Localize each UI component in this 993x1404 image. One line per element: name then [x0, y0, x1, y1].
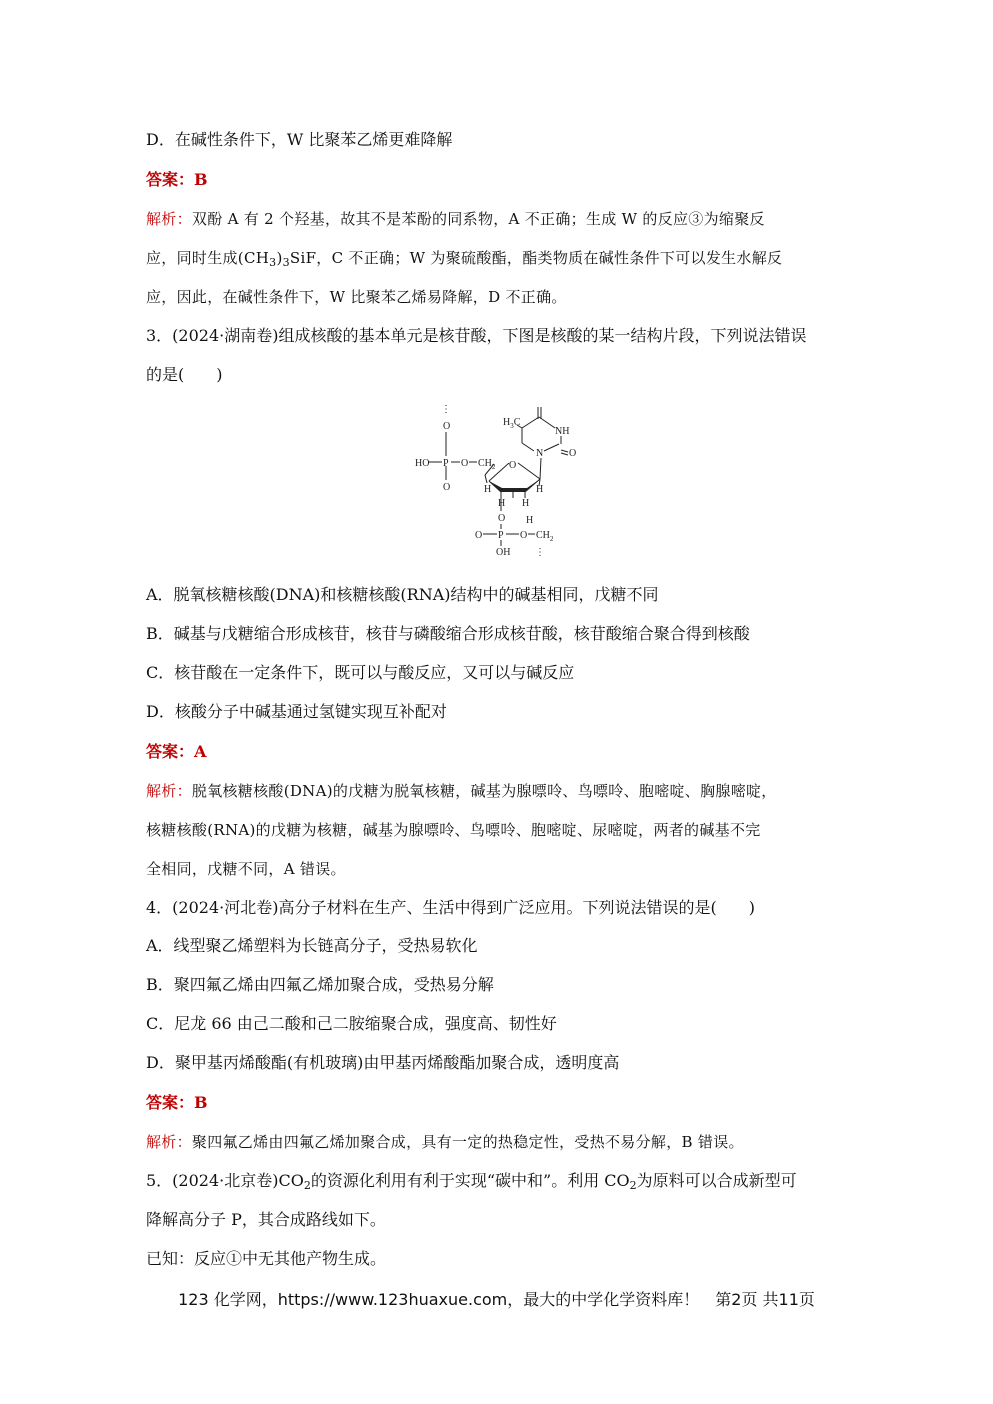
- atom-h: H: [526, 515, 534, 526]
- atom-h: H: [522, 498, 530, 509]
- q3-option-b: B．碱基与戊糖缩合形成核苷，核苷与磷酸缩合形成核苷酸，核苷酸缩合聚合得到核酸: [146, 624, 750, 643]
- explanation-prev-line1: [146, 209, 765, 229]
- q4-answer: [146, 1093, 208, 1113]
- q3-explanation-line1: [146, 781, 777, 801]
- subscript: 3: [282, 256, 290, 269]
- subscript: 2: [303, 1179, 311, 1192]
- answer-value: A: [194, 742, 207, 761]
- ring-oxygen: O: [509, 460, 517, 471]
- atom-ch2: $CH_2$: [478, 458, 496, 471]
- q5-known: 已知：反应①中无其他产物生成。: [146, 1249, 387, 1268]
- stem-text: 5．(2024·北京卷)CO: [146, 1171, 304, 1190]
- atom-h: H: [484, 484, 492, 495]
- q4-option-b: B．聚四氟乙烯由四氟乙烯加聚合成，受热易分解: [146, 975, 494, 994]
- q3-option-a: A．脱氧核糖核酸(DNA)和核糖核酸(RNA)结构中的碱基相同，戊糖不同: [146, 585, 659, 604]
- explanation-text: 双酚 A 有 2 个羟基，故其不是苯酚的同系物，A 不正确；生成 W 的反应③为缩聚反: [191, 210, 765, 228]
- atom-o-carbonyl: O: [569, 448, 577, 459]
- subscript: 2: [629, 1179, 637, 1192]
- q5-stem-line1: [146, 1171, 797, 1191]
- atom-o: O: [520, 530, 528, 541]
- nucleotide-structure-diagram: [405, 395, 595, 565]
- atom-o: O: [461, 458, 469, 469]
- answer-value: B: [194, 1093, 208, 1112]
- atom-p: P: [498, 530, 504, 541]
- atom-ho: HO: [415, 458, 430, 469]
- q3-explanation-line2: 核糖核酸(RNA)的戊糖为核糖，碱基为腺嘌呤、鸟嘌呤、胞嘧啶、尿嘧啶，两者的碱基不完: [146, 821, 761, 839]
- atom-n: N: [536, 448, 544, 459]
- atom-h3c: $H_3C$: [503, 417, 521, 430]
- answer-label: 答案：: [146, 170, 195, 189]
- answer-label: 答案：: [146, 742, 195, 761]
- explanation-text: ): [276, 249, 283, 267]
- explanation-text: 脱氧核糖核酸(DNA)的戊糖为脱氧核糖，碱基为腺嘌呤、鸟嘌呤、胞嘧啶、胸腺嘧啶，: [191, 782, 777, 800]
- q3-explanation-line3: 全相同，戊糖不同，A 错误。: [146, 860, 346, 878]
- atom-oh: OH: [496, 547, 511, 558]
- answer-label: 答案：: [146, 1093, 195, 1112]
- dots-top: ⋮: [441, 404, 451, 415]
- stem-text: 的资源化利用有利于实现“碳中和”。利用 CO: [310, 1171, 630, 1190]
- atom-ch2: $CH_2$: [536, 530, 554, 543]
- q4-option-d: D．聚甲基丙烯酸酯(有机玻璃)由甲基丙烯酸酯加聚合成，透明度高: [146, 1053, 620, 1072]
- atom-h: H: [536, 484, 544, 495]
- explanation-label: 解析：: [146, 210, 192, 228]
- atom-nh: NH: [555, 426, 570, 437]
- option-d-prev: D．在碱性条件下，W 比聚苯乙烯更难降解: [146, 130, 453, 149]
- q4-option-a: A．线型聚乙烯塑料为长链高分子，受热易软化: [146, 936, 478, 955]
- explanation-label: 解析：: [146, 1133, 192, 1151]
- dots-bottom: ⋮: [535, 547, 545, 558]
- atom-o: O: [443, 482, 451, 493]
- subscript: 3: [269, 256, 277, 269]
- q4-option-c: C．尼龙 66 由己二酸和己二胺缩聚合成，强度高、韧性好: [146, 1014, 557, 1033]
- q4-explanation: [146, 1132, 744, 1152]
- q3-stem-line2: 的是( ): [146, 365, 223, 384]
- answer-value: B: [194, 170, 208, 189]
- answer-prev: [146, 170, 208, 190]
- q5-stem-line2: 降解高分子 P，其合成路线如下。: [146, 1210, 386, 1229]
- explanation-prev-line2: [146, 248, 782, 268]
- q4-stem: 4．(2024·河北卷)高分子材料在生产、生活中得到广泛应用。下列说法错误的是( ): [146, 898, 755, 917]
- explanation-prev-line3: 应，因此，在碱性条件下，W 比聚苯乙烯易降解，D 不正确。: [146, 288, 567, 306]
- q3-stem-line1: 3．(2024·湖南卷)组成核酸的基本单元是核苷酸，下图是核酸的某一结构片段，下列说法错误: [146, 326, 807, 345]
- q3-answer: [146, 742, 206, 762]
- atom-p: P: [443, 458, 449, 469]
- atom-o: O: [475, 530, 483, 541]
- stem-text: 为原料可以合成新型可: [636, 1171, 797, 1190]
- explanation-text: SiF，C 不正确；W 为聚硫酸酯，酯类物质在碱性条件下可以发生水解反: [289, 249, 783, 267]
- q3-option-c: C．核苷酸在一定条件下，既可以与酸反应，又可以与碱反应: [146, 663, 575, 682]
- q3-option-d: D．核酸分子中碱基通过氢键实现互补配对: [146, 702, 447, 721]
- atom-o: O: [498, 513, 506, 524]
- explanation-text: 聚四氟乙烯由四氟乙烯加聚合成，具有一定的热稳定性，受热不易分解，B 错误。: [191, 1133, 744, 1151]
- explanation-text: 应，同时生成(CH: [146, 249, 270, 267]
- atom-h: H: [498, 498, 506, 509]
- page-footer: 123 化学网，https://www.123huaxue.com，最大的中学化学资料库！ 第2页 共11页: [178, 1290, 815, 1309]
- atom-o: O: [443, 421, 451, 432]
- explanation-label: 解析：: [146, 782, 192, 800]
